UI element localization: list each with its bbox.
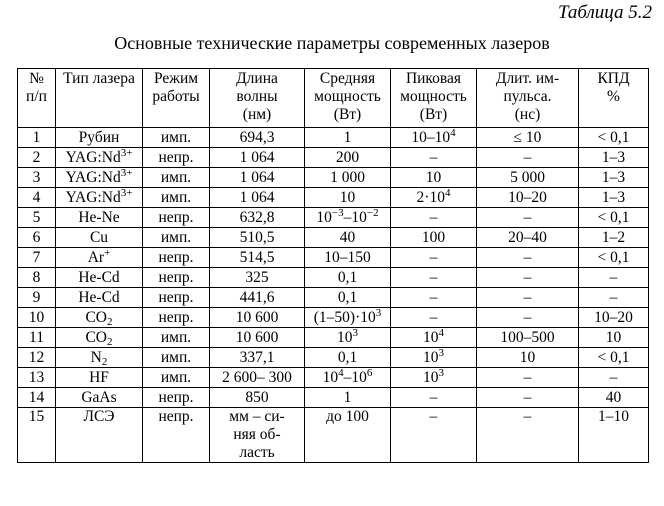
cell-laser-type: GaAs <box>56 388 143 408</box>
table-row <box>18 368 649 388</box>
header-row <box>18 69 649 128</box>
cell-efficiency: 10 <box>579 328 649 348</box>
cell-efficiency: < 0,1 <box>579 248 649 268</box>
cell-pulse-duration: 100–500 <box>477 328 579 348</box>
cell-mode: имп. <box>143 188 210 208</box>
cell-mode: непр. <box>143 208 210 228</box>
cell-wavelength: 632,8 <box>210 208 305 228</box>
cell-pulse-duration: 5 000 <box>477 168 579 188</box>
cell-number: 6 <box>18 228 56 248</box>
table-row <box>18 408 649 463</box>
cell-number: 12 <box>18 348 56 368</box>
cell-avg-power: 10 <box>305 188 391 208</box>
cell-laser-type: Cu <box>56 228 143 248</box>
cell-efficiency: 1–10 <box>579 408 649 463</box>
cell-pulse-duration: – <box>477 388 579 408</box>
header-col-peak-power: Пиковая мощность (Вт) <box>391 69 477 128</box>
cell-wavelength: 325 <box>210 268 305 288</box>
table-row <box>18 248 649 268</box>
table-title: Основные технические параметры современных лазеров <box>114 33 550 53</box>
cell-mode: имп. <box>143 128 210 148</box>
cell-efficiency: 1–3 <box>579 148 649 168</box>
table-row <box>18 268 649 288</box>
cell-avg-power: $10^4-10^6$ <box>305 368 391 388</box>
cell-peak-power: $10^3$ <box>391 368 477 388</box>
table-row <box>18 188 649 208</box>
cell-number: 7 <box>18 248 56 268</box>
cell-pulse-duration: 10 <box>477 348 579 368</box>
cell-efficiency: 10–20 <box>579 308 649 328</box>
table-row <box>18 228 649 248</box>
header-col-efficiency: КПД % <box>579 69 649 128</box>
cell-mode: непр. <box>143 388 210 408</box>
cell-peak-power: – <box>391 388 477 408</box>
table-row <box>18 148 649 168</box>
cell-avg-power: $(1-50)\cdot 10^3$ <box>305 308 391 328</box>
cell-avg-power: 1 <box>305 128 391 148</box>
cell-pulse-duration: – <box>477 148 579 168</box>
cell-peak-power: 10 <box>391 168 477 188</box>
table-row <box>18 348 649 368</box>
cell-laser-type: He-Cd <box>56 288 143 308</box>
cell-peak-power: – <box>391 288 477 308</box>
cell-avg-power: 0,1 <box>305 288 391 308</box>
cell-mode: непр. <box>143 408 210 463</box>
cell-peak-power: – <box>391 408 477 463</box>
cell-peak-power: – <box>391 308 477 328</box>
table-row <box>18 128 649 148</box>
cell-number: 4 <box>18 188 56 208</box>
cell-mode: имп. <box>143 348 210 368</box>
cell-mode: имп. <box>143 168 210 188</box>
table-caption: Таблица 5.2 <box>558 2 652 23</box>
cell-peak-power: – <box>391 248 477 268</box>
cell-efficiency: – <box>579 288 649 308</box>
header-col-wavelength: Длина волны (нм) <box>210 69 305 128</box>
cell-laser-type: He-Cd <box>56 268 143 288</box>
header-col-avg-power: Средняя мощность (Вт) <box>305 69 391 128</box>
cell-avg-power: $10^3$ <box>305 328 391 348</box>
cell-pulse-duration: 10–20 <box>477 188 579 208</box>
cell-peak-power: 100 <box>391 228 477 248</box>
cell-wavelength: 10 600 <box>210 308 305 328</box>
cell-avg-power: 0,1 <box>305 268 391 288</box>
cell-pulse-duration: – <box>477 408 579 463</box>
table-row <box>18 168 649 188</box>
cell-wavelength: 1 064 <box>210 168 305 188</box>
cell-number: 13 <box>18 368 56 388</box>
cell-laser-type: $YAG:Nd^{3+}$ <box>56 168 143 188</box>
cell-wavelength: 514,5 <box>210 248 305 268</box>
cell-number: 3 <box>18 168 56 188</box>
cell-pulse-duration: – <box>477 248 579 268</box>
cell-laser-type: He-Ne <box>56 208 143 228</box>
cell-pulse-duration: 20–40 <box>477 228 579 248</box>
cell-wavelength: 850 <box>210 388 305 408</box>
cell-avg-power: 0,1 <box>305 348 391 368</box>
cell-avg-power: 200 <box>305 148 391 168</box>
cell-avg-power: до 100 <box>305 408 391 463</box>
cell-mode: непр. <box>143 148 210 168</box>
cell-peak-power: – <box>391 268 477 288</box>
cell-laser-type: ЛСЭ <box>56 408 143 463</box>
cell-efficiency: 40 <box>579 388 649 408</box>
cell-efficiency: 1–2 <box>579 228 649 248</box>
header-col-laser-type: Тип лазера <box>56 69 143 128</box>
table-row <box>18 388 649 408</box>
cell-pulse-duration: – <box>477 288 579 308</box>
cell-pulse-duration: – <box>477 268 579 288</box>
cell-avg-power: $10^{-3}-10^{-2}$ <box>305 208 391 228</box>
cell-wavelength: 441,6 <box>210 288 305 308</box>
cell-laser-type: $CO_2$ <box>56 328 143 348</box>
cell-laser-type: Рубин <box>56 128 143 148</box>
cell-mode: имп. <box>143 228 210 248</box>
cell-wavelength: 337,1 <box>210 348 305 368</box>
cell-number: 1 <box>18 128 56 148</box>
cell-efficiency: 1–3 <box>579 168 649 188</box>
cell-avg-power: 10–150 <box>305 248 391 268</box>
cell-laser-type: $CO_2$ <box>56 308 143 328</box>
cell-wavelength: 10 600 <box>210 328 305 348</box>
header-col-number: № п/п <box>18 69 56 128</box>
cell-avg-power: 1 <box>305 388 391 408</box>
cell-efficiency: – <box>579 268 649 288</box>
cell-avg-power: 40 <box>305 228 391 248</box>
lasers-table <box>17 68 649 463</box>
cell-mode: имп. <box>143 368 210 388</box>
cell-peak-power: $10-10^4$ <box>391 128 477 148</box>
cell-efficiency: < 0,1 <box>579 348 649 368</box>
cell-peak-power: $10^4$ <box>391 328 477 348</box>
cell-mode: непр. <box>143 268 210 288</box>
cell-wavelength: 510,5 <box>210 228 305 248</box>
cell-mode: непр. <box>143 248 210 268</box>
cell-number: 5 <box>18 208 56 228</box>
cell-wavelength: 2 600– 300 <box>210 368 305 388</box>
cell-peak-power: $10^3$ <box>391 348 477 368</box>
table-row <box>18 328 649 348</box>
header-col-mode: Режим работы <box>143 69 210 128</box>
cell-number: 14 <box>18 388 56 408</box>
cell-number: 8 <box>18 268 56 288</box>
cell-wavelength: 1 064 <box>210 148 305 168</box>
table-row <box>18 288 649 308</box>
cell-number: 10 <box>18 308 56 328</box>
cell-laser-type: HF <box>56 368 143 388</box>
cell-efficiency: – <box>579 368 649 388</box>
cell-number: 11 <box>18 328 56 348</box>
cell-pulse-duration: – <box>477 308 579 328</box>
cell-mode: имп. <box>143 328 210 348</box>
cell-number: 2 <box>18 148 56 168</box>
cell-pulse-duration: ≤ 10 <box>477 128 579 148</box>
cell-laser-type: $YAG:Nd^{3+}$ <box>56 188 143 208</box>
cell-laser-type: $N_2$ <box>56 348 143 368</box>
cell-number: 15 <box>18 408 56 463</box>
cell-efficiency: < 0,1 <box>579 208 649 228</box>
cell-number: 9 <box>18 288 56 308</box>
cell-pulse-duration: – <box>477 368 579 388</box>
table-row <box>18 308 649 328</box>
cell-peak-power: $2\cdot 10^4$ <box>391 188 477 208</box>
cell-pulse-duration: – <box>477 208 579 228</box>
cell-mode: непр. <box>143 288 210 308</box>
table-body <box>18 128 649 463</box>
cell-peak-power: – <box>391 208 477 228</box>
cell-mode: непр. <box>143 308 210 328</box>
cell-wavelength: 1 064 <box>210 188 305 208</box>
header-col-pulse-duration: Длит. им- пульса. (нс) <box>477 69 579 128</box>
cell-wavelength: мм – си- няя об- ласть <box>210 408 305 463</box>
cell-peak-power: – <box>391 148 477 168</box>
cell-efficiency: 1–3 <box>579 188 649 208</box>
cell-laser-type: Ar+ <box>56 248 143 268</box>
cell-laser-type: $YAG:Nd^{3+}$ <box>56 148 143 168</box>
cell-avg-power: 1 000 <box>305 168 391 188</box>
cell-efficiency: < 0,1 <box>579 128 649 148</box>
table-row <box>18 208 649 228</box>
cell-wavelength: 694,3 <box>210 128 305 148</box>
